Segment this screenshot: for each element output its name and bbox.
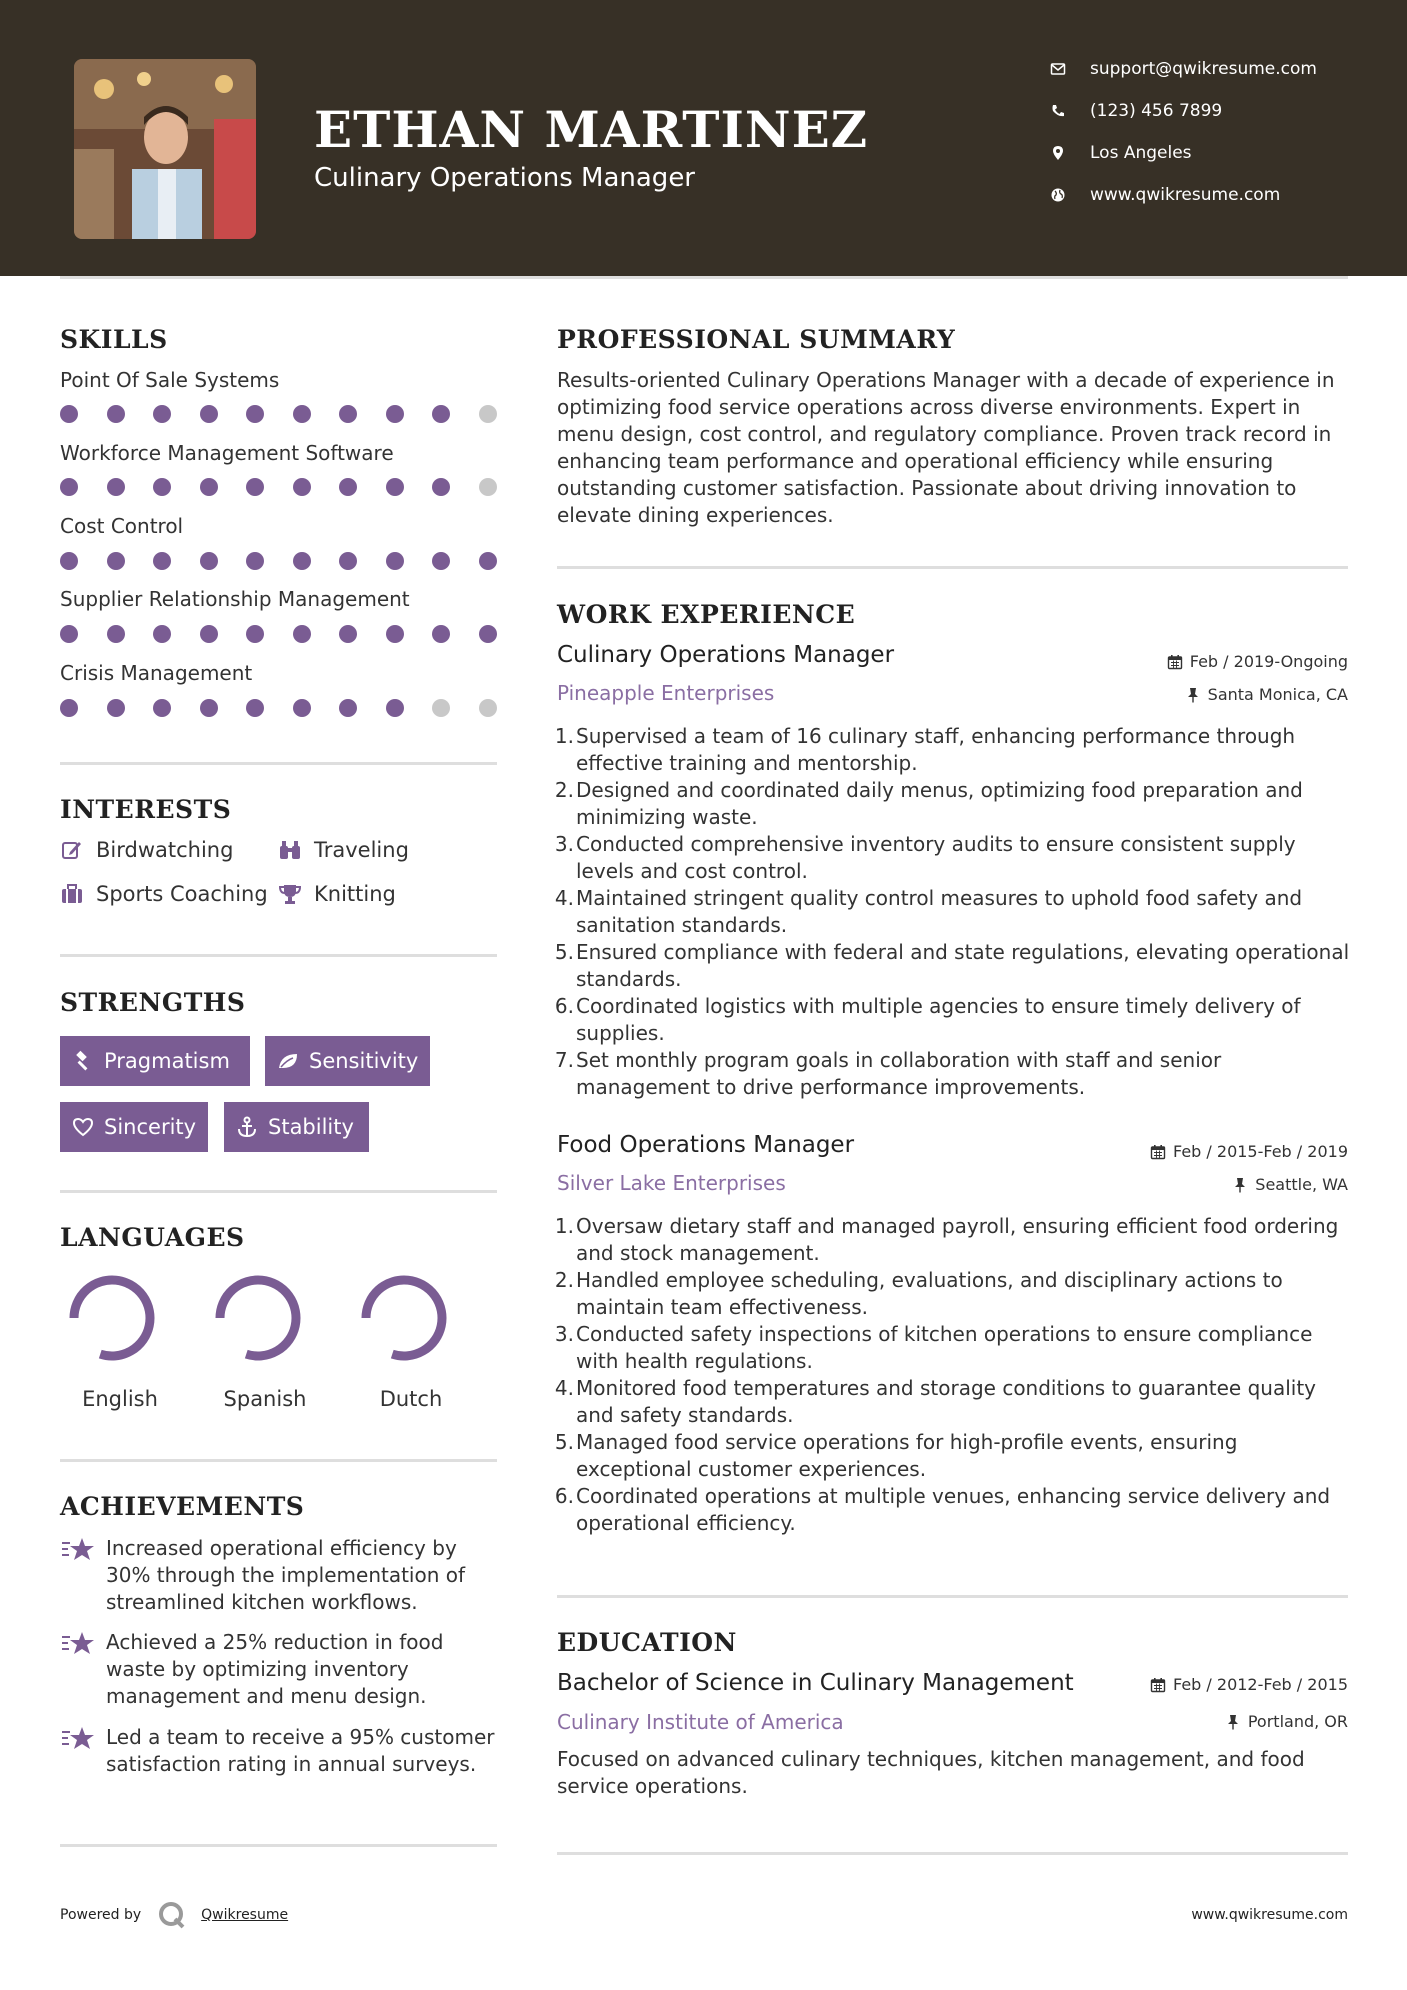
pin-icon bbox=[1225, 1714, 1241, 1730]
strength-tag: Sincerity bbox=[60, 1102, 208, 1152]
language-arc bbox=[220, 1280, 296, 1356]
language-label: English bbox=[82, 1387, 158, 1411]
rating-dot-filled bbox=[339, 405, 357, 423]
briefcase-icon bbox=[60, 882, 84, 906]
rating-dot-filled bbox=[107, 625, 125, 643]
candidate-role: Culinary Operations Manager bbox=[314, 163, 695, 193]
list-item: 1. Oversaw dietary staff and managed payroll, ensuring efficient food ordering and stock management. bbox=[554, 1214, 1339, 1265]
rating-dot-filled bbox=[153, 625, 171, 643]
heart-icon bbox=[72, 1116, 94, 1138]
rating-dot-filled bbox=[107, 478, 125, 496]
rating-dot-filled bbox=[60, 699, 78, 717]
language-gauge bbox=[66, 1272, 158, 1364]
section-divider bbox=[60, 1190, 497, 1193]
skill-name: Cost Control bbox=[60, 514, 184, 538]
achievement-item: Increased operational efficiency by 30% through the implementation of streamlined kitchen workflows. bbox=[60, 1535, 500, 1616]
rating-dot-filled bbox=[200, 405, 218, 423]
contact-email[interactable] bbox=[1050, 59, 1390, 79]
language-arc bbox=[74, 1280, 150, 1356]
experience-title: WORK EXPERIENCE bbox=[557, 600, 856, 629]
rating-dot-filled bbox=[339, 552, 357, 570]
contact-phone[interactable] bbox=[1050, 101, 1390, 121]
rating-dot-empty bbox=[479, 405, 497, 423]
rating-dot-filled bbox=[386, 699, 404, 717]
pin-icon bbox=[1185, 687, 1201, 703]
job-dates: Feb / 2019-Ongoing bbox=[1167, 652, 1348, 671]
rating-dot-filled bbox=[293, 478, 311, 496]
rating-dot-filled bbox=[386, 552, 404, 570]
trophy-icon bbox=[278, 882, 302, 906]
skill-rating bbox=[60, 478, 500, 498]
rating-dot-filled bbox=[60, 625, 78, 643]
rating-dot-filled bbox=[200, 552, 218, 570]
rating-dot-filled bbox=[339, 625, 357, 643]
contact-location bbox=[1050, 143, 1390, 163]
section-divider bbox=[557, 566, 1348, 569]
strength-tag: Stability bbox=[224, 1102, 369, 1152]
skill-rating bbox=[60, 405, 500, 425]
list-item: 1. Supervised a team of 16 culinary staff, enhancing performance through effective training and mentorship. bbox=[554, 724, 1296, 775]
language-gauge bbox=[212, 1272, 304, 1364]
rating-dot-filled bbox=[107, 405, 125, 423]
education-title: EDUCATION bbox=[557, 1628, 737, 1657]
rating-dot-filled bbox=[60, 552, 78, 570]
company-name: Pineapple Enterprises bbox=[557, 681, 775, 705]
job-title: Culinary Operations Manager bbox=[557, 642, 895, 668]
section-divider bbox=[557, 1595, 1348, 1598]
list-item: 6. Coordinated logistics with multiple agencies to ensure timely delivery of supplies. bbox=[554, 994, 1301, 1045]
rating-dot-filled bbox=[200, 699, 218, 717]
rating-dot-filled bbox=[386, 625, 404, 643]
star-icon bbox=[60, 1724, 96, 1754]
skill-name: Point Of Sale Systems bbox=[60, 368, 280, 392]
rating-dot-filled bbox=[293, 552, 311, 570]
rating-dot-filled bbox=[246, 478, 264, 496]
achievement-item: Achieved a 25% reduction in food waste by optimizing inventory management and menu design. bbox=[60, 1629, 500, 1710]
company-name: Silver Lake Enterprises bbox=[557, 1171, 786, 1195]
calendar-icon bbox=[1150, 1677, 1166, 1693]
rating-dot-empty bbox=[479, 478, 497, 496]
globe-icon bbox=[1050, 187, 1066, 203]
rating-dot-filled bbox=[246, 552, 264, 570]
rating-dot-filled bbox=[153, 552, 171, 570]
strength-tag: Sensitivity bbox=[265, 1036, 430, 1086]
envelope-icon bbox=[1050, 61, 1066, 77]
contact-email-text: support@qwikresume.com bbox=[1090, 59, 1317, 79]
summary-title: PROFESSIONAL SUMMARY bbox=[557, 325, 956, 354]
interest-item: Traveling bbox=[278, 838, 409, 862]
rating-dot-filled bbox=[246, 625, 264, 643]
gavel-icon bbox=[72, 1050, 94, 1072]
rating-dot-filled bbox=[153, 405, 171, 423]
list-item: 5. Managed food service operations for high-profile events, ensuring exceptional customer experiences. bbox=[554, 1430, 1238, 1481]
list-item: 3. Conducted comprehensive inventory audits to ensure consistent supply levels and cost control. bbox=[554, 832, 1296, 883]
rating-dot-filled bbox=[386, 405, 404, 423]
footer-url[interactable]: www.qwikresume.com bbox=[1191, 1907, 1348, 1923]
rating-dot-empty bbox=[432, 699, 450, 717]
qwikresume-logo-icon bbox=[157, 1900, 187, 1930]
star-icon bbox=[60, 1629, 96, 1659]
list-item: 6. Coordinated operations at multiple venues, enhancing service delivery and operational efficiency. bbox=[554, 1484, 1331, 1535]
section-divider bbox=[60, 1459, 497, 1462]
job-bullets bbox=[554, 723, 1357, 1101]
rating-dot-filled bbox=[153, 478, 171, 496]
star-icon bbox=[60, 1535, 96, 1565]
section-divider bbox=[557, 1852, 1348, 1855]
rating-dot-filled bbox=[153, 699, 171, 717]
list-item: 2. Handled employee scheduling, evaluations, and disciplinary actions to maintain team effectiveness. bbox=[554, 1268, 1283, 1319]
edit-icon bbox=[60, 838, 84, 862]
rating-dot-empty bbox=[479, 699, 497, 717]
language-label: Dutch bbox=[379, 1387, 443, 1411]
job-dates: Feb / 2015-Feb / 2019 bbox=[1150, 1142, 1348, 1161]
rating-dot-filled bbox=[60, 478, 78, 496]
rating-dot-filled bbox=[293, 405, 311, 423]
contact-website-text: www.qwikresume.com bbox=[1090, 185, 1281, 205]
list-item: 4. Monitored food temperatures and storage conditions to guarantee quality and safety standards. bbox=[554, 1376, 1317, 1427]
leaf-icon bbox=[277, 1050, 299, 1072]
language-gauge bbox=[358, 1272, 450, 1364]
skill-rating bbox=[60, 699, 500, 719]
languages-title: LANGUAGES bbox=[60, 1223, 245, 1252]
qwikresume-link[interactable]: Qwikresume bbox=[201, 1907, 289, 1923]
list-item: 2. Designed and coordinated daily menus, optimizing food preparation and minimizing waste. bbox=[554, 778, 1303, 829]
education-location: Portland, OR bbox=[1225, 1712, 1348, 1731]
education-dates: Feb / 2012-Feb / 2015 bbox=[1150, 1675, 1348, 1694]
rating-dot-filled bbox=[107, 552, 125, 570]
contact-phone-text: (123) 456 7899 bbox=[1090, 101, 1223, 121]
rating-dot-filled bbox=[432, 478, 450, 496]
list-item: 7. Set monthly program goals in collaboration with staff and senior management to drive performance improvements. bbox=[554, 1048, 1222, 1099]
language-label: Spanish bbox=[223, 1387, 307, 1411]
achievements-title: ACHIEVEMENTS bbox=[60, 1492, 305, 1521]
education-description: Focused on advanced culinary techniques, kitchen management, and food service operations. bbox=[557, 1747, 1305, 1798]
skills-title: SKILLS bbox=[60, 325, 168, 354]
header-divider bbox=[60, 276, 1348, 279]
rating-dot-filled bbox=[200, 625, 218, 643]
strength-tag: Pragmatism bbox=[60, 1036, 250, 1086]
rating-dot-filled bbox=[386, 478, 404, 496]
job-location: Seattle, WA bbox=[1232, 1175, 1348, 1194]
summary-text: Results-oriented Culinary Operations Manager with a decade of experience in optimizing food service operations across diverse environments. Expert in menu design, cost control, and regulatory compliance. Proven track record in enhancing team performance and operational efficiency while ensuring outstanding customer satisfaction. Passionate about driving innovation to elevate dining experiences. bbox=[557, 368, 1335, 527]
rating-dot-filled bbox=[293, 699, 311, 717]
rating-dot-filled bbox=[246, 405, 264, 423]
rating-dot-filled bbox=[293, 625, 311, 643]
strengths-title: STRENGTHS bbox=[60, 988, 246, 1017]
rating-dot-filled bbox=[479, 552, 497, 570]
binoculars-icon bbox=[278, 838, 302, 862]
map-pin-icon bbox=[1050, 145, 1066, 161]
footer-powered-by: Powered by Qwikresume bbox=[60, 1900, 288, 1930]
language-arc bbox=[366, 1280, 442, 1356]
rating-dot-filled bbox=[339, 699, 357, 717]
section-divider bbox=[60, 1844, 497, 1847]
contact-website[interactable] bbox=[1050, 185, 1390, 205]
rating-dot-filled bbox=[432, 552, 450, 570]
section-divider bbox=[60, 954, 497, 957]
list-item: 3. Conducted safety inspections of kitchen operations to ensure compliance with health regulations. bbox=[554, 1322, 1313, 1373]
rating-dot-filled bbox=[479, 625, 497, 643]
contact-location-text: Los Angeles bbox=[1090, 143, 1192, 163]
degree-title: Bachelor of Science in Culinary Management bbox=[557, 1670, 1074, 1696]
header-banner bbox=[0, 0, 1407, 276]
achievement-item: Led a team to receive a 95% customer satisfaction rating in annual surveys. bbox=[60, 1724, 500, 1778]
job-location: Santa Monica, CA bbox=[1185, 685, 1348, 704]
rating-dot-filled bbox=[432, 405, 450, 423]
job-bullets bbox=[554, 1213, 1357, 1537]
school-name: Culinary Institute of America bbox=[557, 1710, 844, 1734]
skill-name: Crisis Management bbox=[60, 661, 253, 685]
phone-icon bbox=[1050, 103, 1066, 119]
list-item: 5. Ensured compliance with federal and state regulations, elevating operational standards. bbox=[554, 940, 1350, 991]
skill-rating bbox=[60, 625, 500, 645]
profile-photo bbox=[74, 59, 256, 239]
pin-icon bbox=[1232, 1177, 1248, 1193]
interests-title: INTERESTS bbox=[60, 795, 232, 824]
candidate-name: ETHAN MARTINEZ bbox=[314, 100, 869, 159]
rating-dot-filled bbox=[60, 405, 78, 423]
section-divider bbox=[60, 762, 497, 765]
rating-dot-filled bbox=[432, 625, 450, 643]
skill-rating bbox=[60, 552, 500, 572]
job-title: Food Operations Manager bbox=[557, 1132, 855, 1158]
calendar-icon bbox=[1150, 1144, 1166, 1160]
rating-dot-filled bbox=[107, 699, 125, 717]
skill-name: Supplier Relationship Management bbox=[60, 587, 410, 611]
interest-item: Sports Coaching bbox=[60, 882, 268, 906]
calendar-icon bbox=[1167, 654, 1183, 670]
rating-dot-filled bbox=[200, 478, 218, 496]
rating-dot-filled bbox=[339, 478, 357, 496]
list-item: 4. Maintained stringent quality control measures to uphold food safety and sanitation standards. bbox=[554, 886, 1303, 937]
anchor-icon bbox=[236, 1116, 258, 1138]
rating-dot-filled bbox=[246, 699, 264, 717]
skill-name: Workforce Management Software bbox=[60, 441, 394, 465]
interest-item: Knitting bbox=[278, 882, 396, 906]
interest-item: Birdwatching bbox=[60, 838, 233, 862]
